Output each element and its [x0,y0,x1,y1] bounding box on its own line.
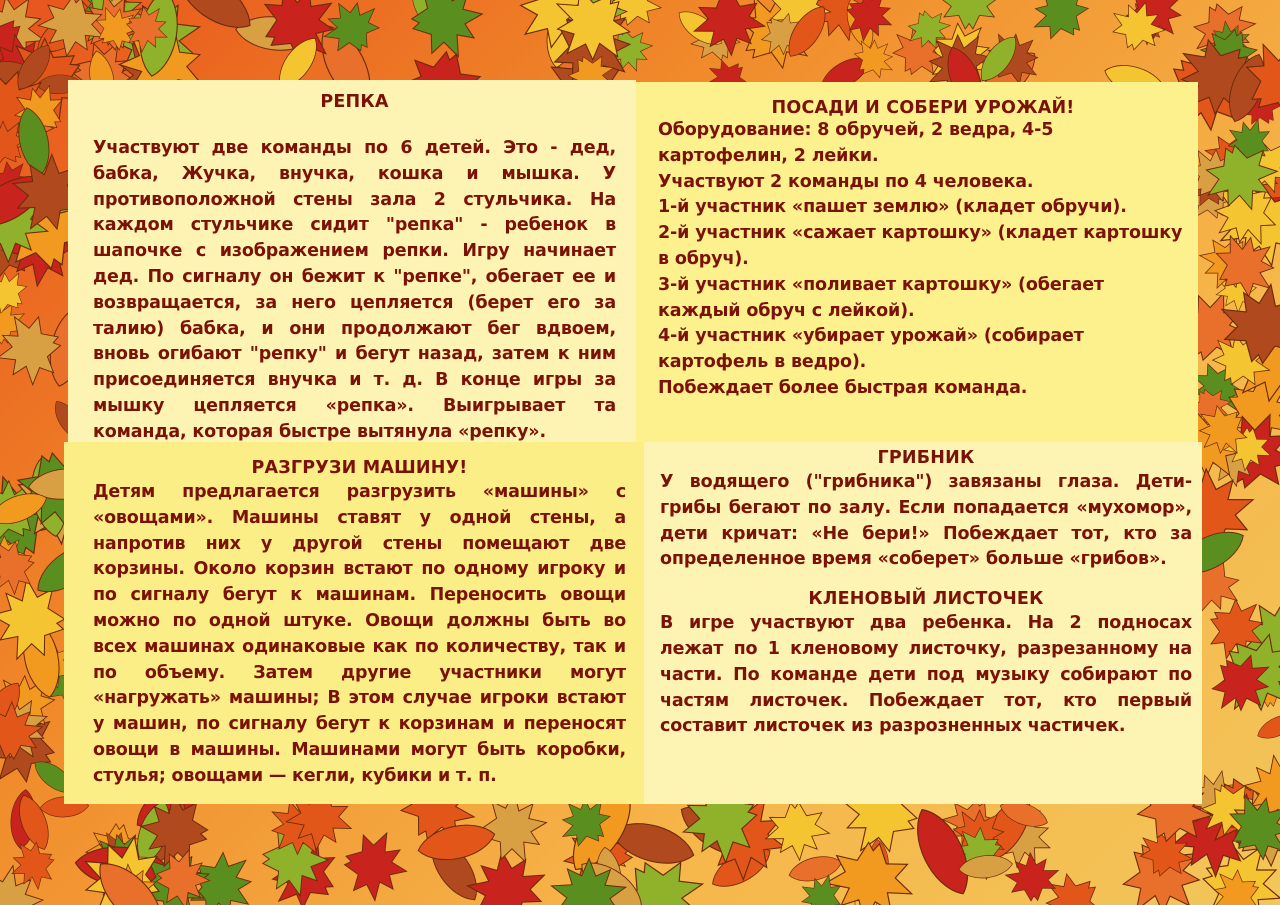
posadi-title: ПОСАДИ И СОБЕРИ УРОЖАЙ! [771,98,1075,118]
listochek-title: КЛЕНОВЫЙ ЛИСТОЧЕК [808,589,1044,610]
repka-text: Участвуют две команды по 6 детей. Это - дед, бабка, Жучка, внучка, кошка и мышка. У противоположной стены зала 2 стульчика. На каждом стульчике сидит "репка" - ребенок в шапочке с изображением репки. Игру начинает дед. По сигналу он бежит к "репке", обегает ее и возвращается, за него цепляется (берет его за талию) бабка, и они продолжают бег вдвоем, вновь огибают "репку" и бегут назад, затем к ним присоединяется внучка и т. д. В конце игры за мышку цепляется «репка». Выигрывает та команда, которая быстре вытянула «репку». [93,138,616,442]
leaf-icon [1254,709,1280,744]
repka-title: РЕПКА [320,92,389,112]
leaf-icon [763,800,832,863]
posadi-line: 3-й участник «поливает картошку» (обегает каждый обруч с лейкой). [658,274,1104,321]
gribnik-title: ГРИБНИК [877,448,975,468]
leaf-icon [1020,0,1099,51]
leaf-icon [463,846,550,905]
panel-repka [68,80,636,442]
leaf-icon [821,838,917,905]
posadi-line: Участвуют 2 команды по 4 человека. [658,171,1034,192]
listochek-text: В игре участвуют два ребенка. На 2 подносах лежат по 1 кленовому листочку, разрезанному на части. По команде дети под музыку собирают по частям листочек. Побеждает тот, кто первый составит листочек из разрозненных частичек. [660,613,1192,737]
posadi-line: 1-й участник «пашет землю» (кладет обручи). [658,197,1127,218]
posadi-line: 4-й участник «убирает урожай» (собирает картофель в ведро). [658,326,1084,373]
posadi-line: 2-й участник «сажает картошку» (кладет картошку в обруч). [658,223,1183,269]
razgruzi-title: РАЗГРУЗИ МАШИНУ! [251,458,468,478]
posadi-line: Оборудование: 8 обручей, 2 ведра, 4-5 картофелин, 2 лейки. [658,120,1054,166]
gribnik-text: У водящего ("грибника") завязаны глаза. Дети-грибы бегают по залу. Если попадается «мухомор», дети кричат: «Не бери!» Побеждает тот, кто за определенное время «соберет» больше «грибов». [660,472,1192,570]
leaf-icon [1004,850,1061,903]
panel-razgruzi [64,442,644,804]
leaf-icon [339,827,412,905]
posadi-line: Побеждает более быстрая команда. [658,377,1028,398]
panel-posadi [636,82,1198,442]
panel-gribnik-listochek [644,442,1202,804]
razgruzi-text: Детям предлагается разгрузить «машины» с «овощами». Машины ставят у одной стены, а напротив них у другой стены помещают две корзины. Около корзин встают по одному игроку и по сигналу бегут к машинам. Переносить овощи можно по одной штуке. Овощи должны быть во всех машинах одинаковые как по количеству, так и по объему. Затем другие участники могут «нагружать» машины; В этом случае игроки встают у машин, по сигналу бегут к корзинам и переносят овощи в машины. Машинами могут быть коробки, стулья; овощами — кегли, кубики и т. п. [93,482,626,786]
